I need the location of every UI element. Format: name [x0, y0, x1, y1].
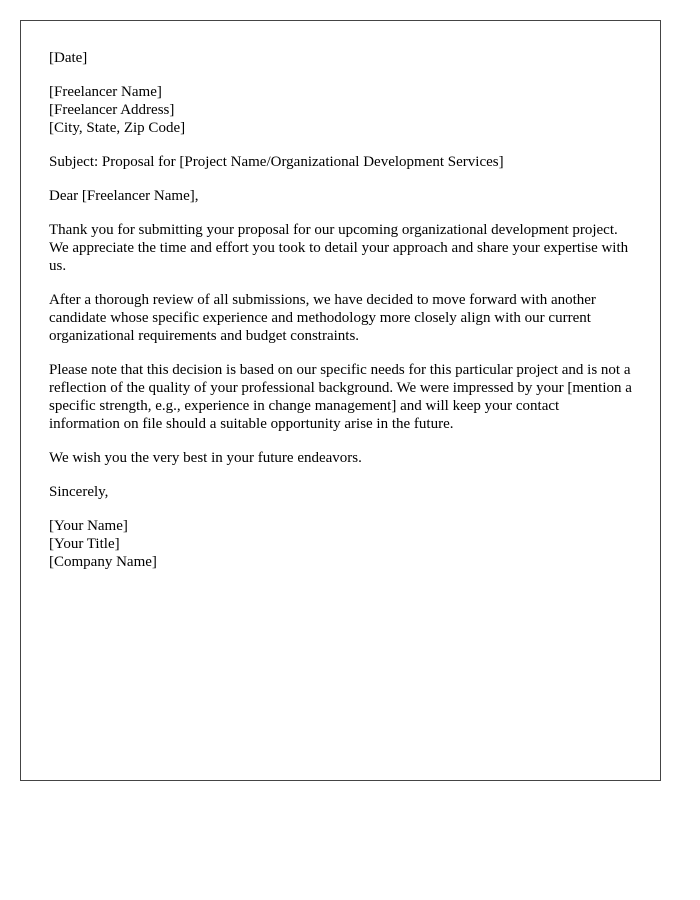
signer-title: [Your Title] [49, 536, 120, 552]
signer-name: [Your Name] [49, 518, 128, 534]
recipient-street: [Freelancer Address] [49, 102, 175, 118]
recipient-address [49, 83, 632, 137]
body-paragraph-2: After a thorough review of all submissions, we have decided to move forward with another candidate whose specific experience and methodology more closely align with our current organizational requirements and budget constraints. [49, 292, 596, 344]
body-paragraph-3: Please note that this decision is based on our specific needs for this particular project and is not a reflection of the quality of your professional background. We were impressed by your [mention a specific strength, e.g., experience in change management] and will keep your contact information on file should a suitable opportunity arise in the future. [49, 362, 632, 432]
body-paragraph-4: We wish you the very best in your future endeavors. [49, 450, 362, 466]
recipient-name: [Freelancer Name] [49, 84, 162, 100]
letter-salutation: Dear [Freelancer Name], [49, 188, 199, 204]
body-paragraph-1: Thank you for submitting your proposal for our upcoming organizational development project. We appreciate the time and effort you took to detail your approach and share your expertise with us. [49, 222, 629, 274]
company-name: [Company Name] [49, 554, 157, 570]
recipient-city: [City, State, Zip Code] [49, 120, 186, 136]
letter-subject: Subject: Proposal for [Project Name/Organizational Development Services] [49, 154, 504, 170]
signature-block [49, 517, 632, 571]
letter-date: [Date] [49, 50, 88, 66]
letter-closing: Sincerely, [49, 484, 109, 500]
letter-page [20, 20, 661, 781]
